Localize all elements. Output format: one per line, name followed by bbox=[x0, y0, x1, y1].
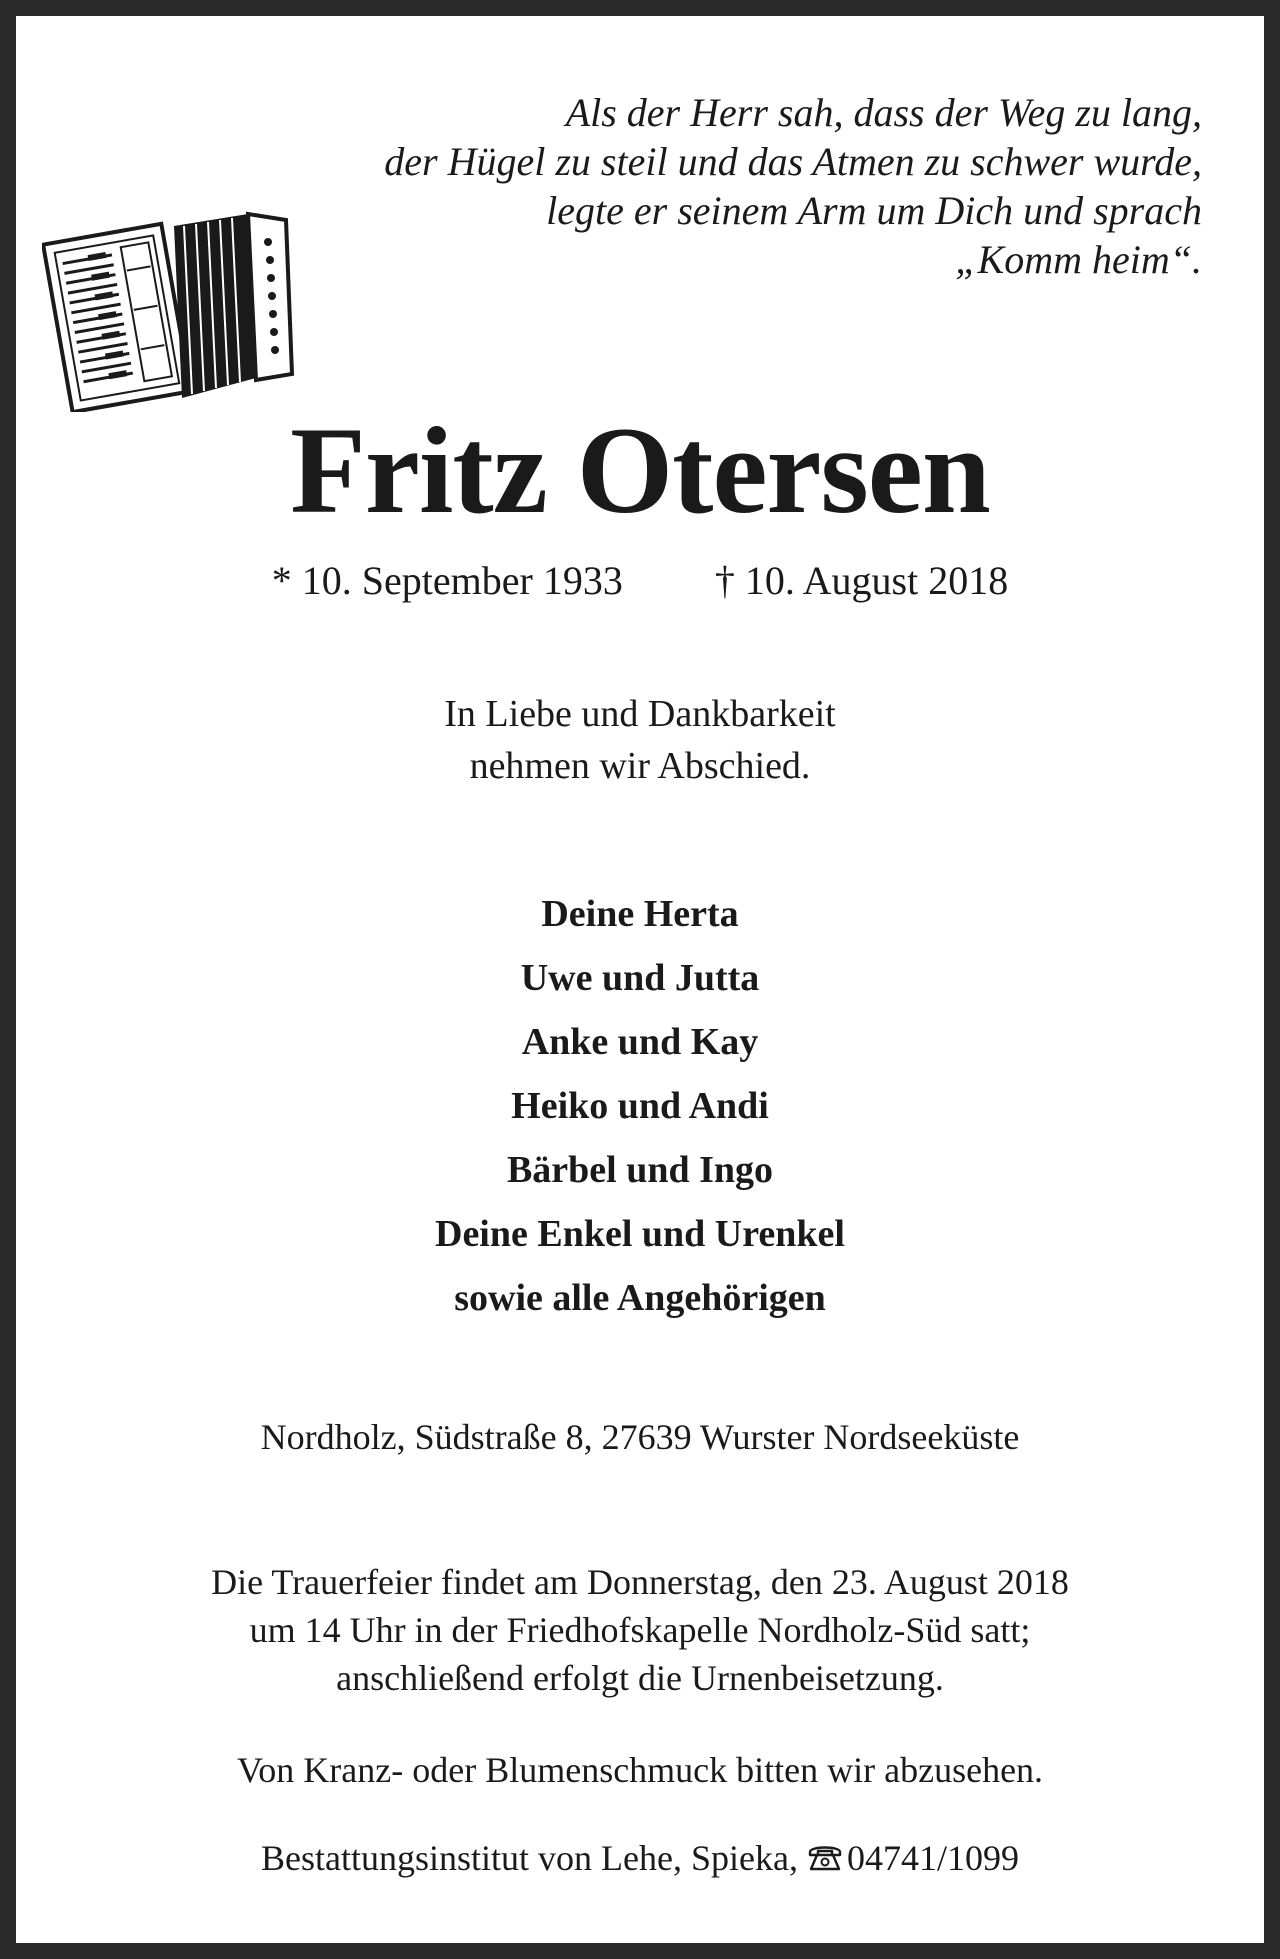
mourner-name: Anke und Kay bbox=[521, 1021, 759, 1063]
farewell-line: nehmen wir Abschied. bbox=[469, 745, 811, 787]
mourners-list bbox=[16, 882, 1264, 1330]
undertaker-name: Bestattungsinstitut von Lehe, Spieka, bbox=[261, 1838, 798, 1878]
ceremony-line: anschließend erfolgt die Urnenbeisetzung. bbox=[336, 1658, 944, 1698]
ceremony-line: um 14 Uhr in der Friedhofskapelle Nordholz-Süd satt; bbox=[249, 1610, 1031, 1650]
mourner-name: Uwe und Jutta bbox=[520, 957, 760, 999]
verse-line: der Hügel zu steil und das Atmen zu schwer wurde, bbox=[384, 139, 1202, 184]
birth-date: * 10. September 1933 bbox=[271, 558, 623, 603]
farewell-text bbox=[16, 688, 1264, 792]
mourner-name: Deine Enkel und Urenkel bbox=[435, 1213, 845, 1255]
verse-line: legte er seinem Arm um Dich und sprach bbox=[546, 188, 1202, 233]
death-date: † 10. August 2018 bbox=[714, 558, 1009, 603]
obituary-notice bbox=[16, 16, 1264, 1943]
mourner-name: Deine Herta bbox=[541, 893, 739, 935]
undertaker-phone: 04741/1099 bbox=[846, 1838, 1019, 1878]
farewell-line: In Liebe und Dankbarkeit bbox=[444, 693, 836, 735]
ceremony-line: Die Trauerfeier findet am Donnerstag, den 23. August 2018 bbox=[211, 1562, 1069, 1602]
deceased-name: Fritz Otersen bbox=[290, 402, 990, 539]
telephone-icon bbox=[807, 1842, 843, 1872]
verse bbox=[384, 88, 1202, 284]
undertaker-info bbox=[16, 1834, 1264, 1882]
flowers-note: Von Kranz- oder Blumenschmuck bitten wir abzusehen. bbox=[236, 1750, 1044, 1790]
life-dates bbox=[16, 556, 1264, 606]
ceremony-info bbox=[16, 1558, 1264, 1702]
mourner-name: Heiko und Andi bbox=[511, 1085, 769, 1127]
mourner-name: sowie alle Angehörigen bbox=[454, 1277, 826, 1319]
verse-line: „Komm heim“. bbox=[955, 237, 1202, 282]
verse-line: Als der Herr sah, dass der Weg zu lang, bbox=[565, 90, 1202, 135]
family-address: Nordholz, Südstraße 8, 27639 Wurster Nordseeküste bbox=[260, 1417, 1020, 1457]
mourner-name: Bärbel und Ingo bbox=[506, 1149, 774, 1191]
accordion-icon bbox=[42, 202, 302, 412]
